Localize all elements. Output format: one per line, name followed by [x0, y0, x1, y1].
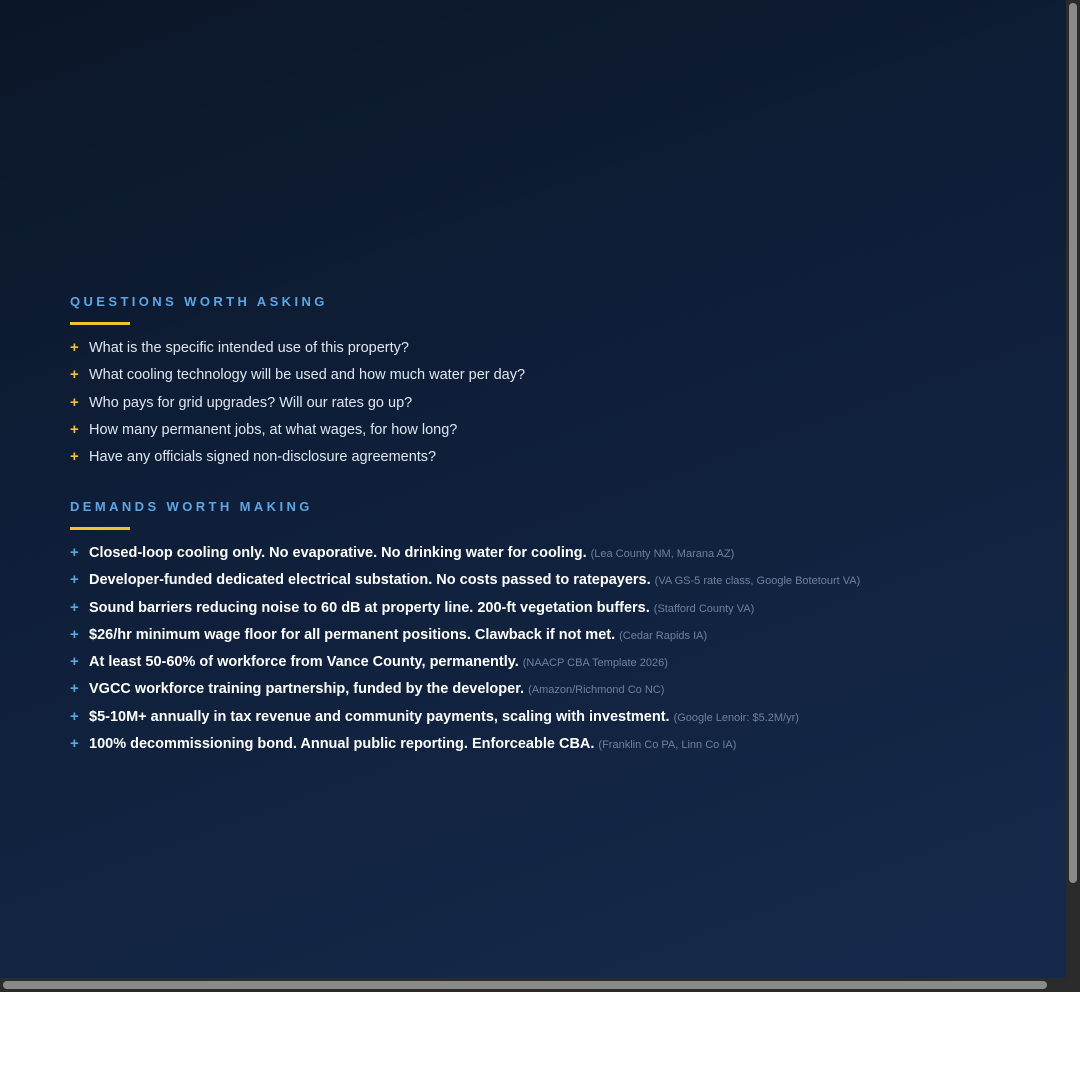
demand-text: VGCC workforce training partnership, funded by the developer.	[89, 681, 525, 698]
demand-source: (Amazon/Richmond Co NC)	[528, 684, 665, 697]
demand-source: (Cedar Rapids IA)	[619, 629, 708, 642]
demand-text: 100% decommissioning bond. Annual public reporting. Enforceable CBA.	[89, 736, 595, 753]
demand-item	[70, 539, 1030, 566]
vertical-scrollbar[interactable]	[1066, 0, 1080, 992]
demand-item	[70, 703, 1030, 730]
demand-source: (VA GS-5 rate class, Google Botetourt VA)	[654, 575, 861, 588]
plus-icon: +	[70, 653, 79, 671]
demand-text: Sound barriers reducing noise to 60 dB at property line. 200-ft vegetation buffers.	[89, 599, 650, 616]
question-item	[70, 361, 1030, 388]
plus-icon: +	[70, 420, 79, 438]
demand-text: Closed-loop cooling only. No evaporative. No drinking water for cooling.	[89, 545, 587, 561]
demand-text: Developer-funded dedicated electrical substation. No costs passed to ratepayers.	[89, 572, 651, 589]
demands-heading-underline	[70, 527, 130, 530]
horizontal-scrollbar-thumb[interactable]	[3, 981, 1047, 989]
plus-icon: +	[70, 393, 79, 411]
question-item	[70, 416, 1030, 443]
demand-source: (NAACP CBA Template 2026)	[522, 657, 668, 670]
plus-icon: +	[70, 707, 79, 725]
demand-text: $26/hr minimum wage floor for all permanent positions. Clawback if not met.	[89, 626, 616, 643]
question-text: Who pays for grid upgrades? Will our rates go up?	[89, 394, 413, 411]
demands-list	[70, 539, 1030, 757]
demands-section	[70, 499, 1030, 757]
vertical-scrollbar-thumb[interactable]	[1069, 3, 1077, 883]
demand-text: At least 50-60% of workforce from Vance County, permanently.	[89, 654, 519, 671]
demand-item	[70, 675, 1030, 702]
questions-list	[70, 334, 1030, 470]
question-item	[70, 389, 1030, 416]
plus-icon: +	[70, 598, 79, 616]
plus-icon: +	[70, 544, 79, 561]
plus-icon: +	[70, 366, 79, 384]
demand-source: (Lea County NM, Marana AZ)	[590, 548, 735, 560]
plus-icon: +	[70, 448, 79, 466]
demand-item	[70, 621, 1030, 648]
question-text: How many permanent jobs, at what wages, for how long?	[89, 421, 458, 438]
question-item	[70, 443, 1030, 470]
plus-icon: +	[70, 625, 79, 643]
demand-source: (Franklin Co PA, Linn Co IA)	[598, 739, 737, 752]
demand-text: $5-10M+ annually in tax revenue and community payments, scaling with investment.	[89, 708, 670, 725]
questions-heading-underline	[70, 322, 130, 325]
question-text: What cooling technology will be used and how much water per day?	[89, 367, 526, 384]
plus-icon: +	[70, 339, 79, 356]
plus-icon: +	[70, 571, 79, 589]
demand-item	[70, 594, 1030, 621]
questions-section	[70, 294, 1030, 470]
question-text: Have any officials signed non-disclosure agreements?	[89, 449, 437, 466]
demand-item	[70, 566, 1030, 593]
question-text: What is the specific intended use of this property?	[89, 340, 409, 356]
plus-icon: +	[70, 735, 79, 753]
demand-item	[70, 648, 1030, 675]
demands-heading: DEMANDS WORTH MAKING	[70, 499, 313, 514]
questions-heading: QUESTIONS WORTH ASKING	[70, 294, 328, 309]
demand-item	[70, 730, 1030, 757]
scrollbar-corner	[1066, 978, 1080, 992]
horizontal-scrollbar[interactable]	[0, 978, 1066, 992]
demand-source: (Stafford County VA)	[653, 602, 755, 615]
plus-icon: +	[70, 680, 79, 698]
question-item	[70, 334, 1030, 361]
demand-source: (Google Lenoir: $5.2M/yr)	[673, 711, 799, 724]
